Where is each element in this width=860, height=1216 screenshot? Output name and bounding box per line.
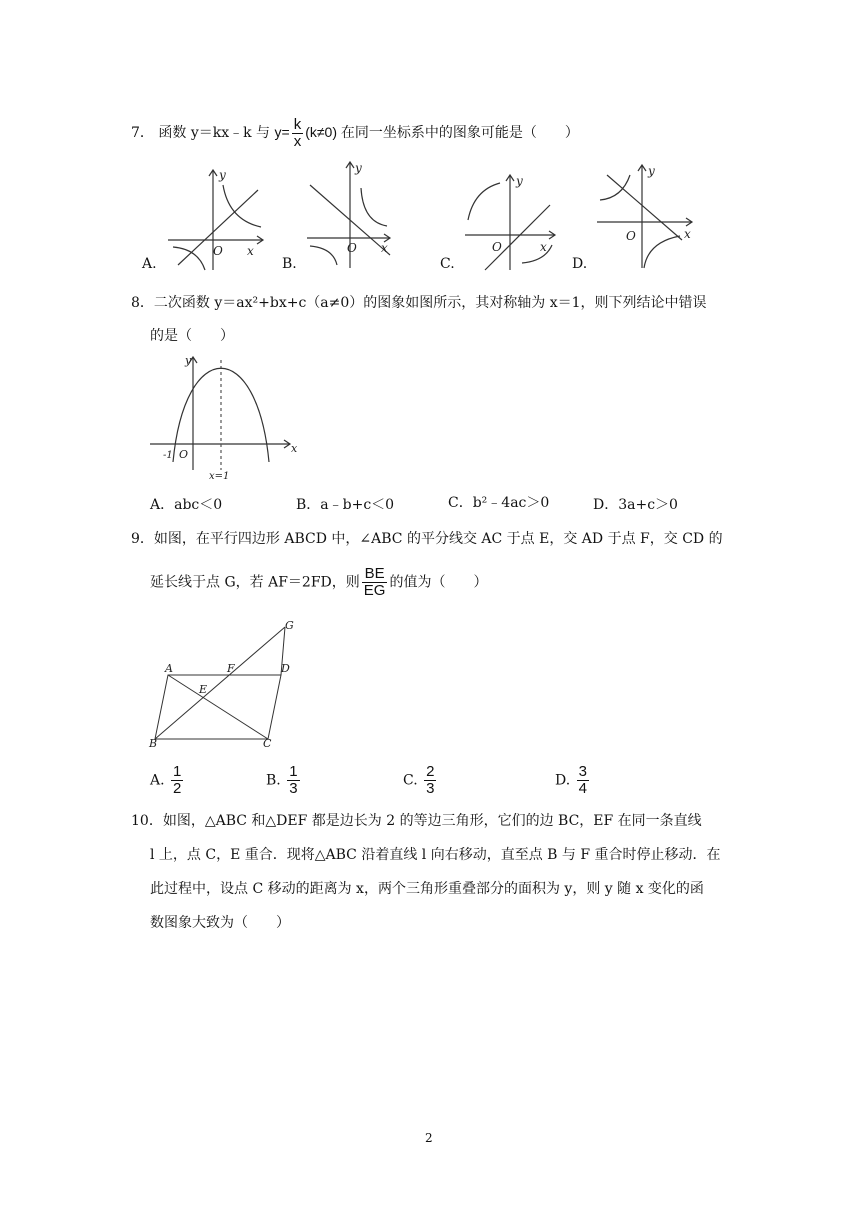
q10-stem-line2: l 上，点 C，E 重合．现将△ABC 沿着直线 l 向右移动，直至点 B 与 F 重合时停止移动．在 [150,847,721,863]
q7-fraction: $\frac{k}{x}$ [293,116,302,150]
page-number: 2 [425,1131,433,1145]
q8-stem-line2: 的是（ ） [150,328,234,344]
q9-parallelogram-figure [145,615,305,750]
q7a-origin: O [213,244,223,258]
q8-axis-label: x=1 [209,471,230,482]
q7-graph-d [592,160,702,270]
q9-label-d: D [281,662,290,675]
q9-option-b[interactable]: B. $\frac{1}{3}$ [266,763,298,797]
q9-label-f: F [227,662,235,675]
q9-label-e: E [199,683,208,696]
q7b-x-label: x [381,241,388,255]
q7-graph-a [163,165,273,275]
q9-stem-line2: 延长线于点 G，若 AF＝2FD，则 $\frac{BE}{EG}$ 的值为（ ） [150,565,488,599]
q7-option-c[interactable]: C. [440,256,455,272]
q9-option-d[interactable]: D. $\frac{3}{4}$ [555,763,587,797]
q7-text-a: 7． [131,125,154,142]
q9-label-a: A [165,662,173,675]
q7-text-a2: 函数 y＝kx﹣k 与 [158,125,271,142]
q7-graph-b [305,160,415,270]
q8-stem-line1: 8．二次函数 y＝ax²+bx+c（a≠0）的图象如图所示，其对称轴为 x＝1，则下列结论中错误 [131,295,707,311]
q10-stem-line3: 此过程中，设点 C 移动的距离为 x，两个三角形重叠部分的面积为 y，则 y 随 x 变化的函 [150,881,704,897]
q7c-y-label: y [516,174,523,188]
q9-option-a[interactable]: A. $\frac{1}{2}$ [150,763,182,797]
q8-option-b[interactable]: B．a﹣b+c＜0 [296,497,395,513]
q8-origin: O [179,448,189,461]
q7a-x-label: x [247,244,254,258]
q7d-origin: O [626,229,636,243]
q7c-origin: O [492,240,502,254]
q7-option-b[interactable]: B. [282,256,297,272]
q9-option-c[interactable]: C. $\frac{2}{3}$ [403,763,435,797]
q8-x-label: x [291,442,298,455]
q9-label-c: C [263,737,272,750]
q7-equation: y= $\frac{k}{x}$ (k≠0) [274,116,337,150]
q7c-x-label: x [540,240,547,254]
q8-option-c[interactable]: C．b²﹣4ac＞0 [448,495,550,511]
q7d-x-label: x [684,227,691,241]
q9-fraction: $\frac{BE}{EG}$ [363,565,386,599]
q7-text-b: 在同一坐标系中的图象可能是（ ） [340,125,579,142]
q7-stem [131,117,579,150]
q8-neg-one: -1 [163,450,173,461]
q7d-y-label: y [648,164,655,178]
q10-stem-line1: 10．如图，△ABC 和△DEF 都是边长为 2 的等边三角形，它们的边 BC，EF 在同一条直线 [131,813,702,829]
q7-option-d[interactable]: D. [572,256,588,272]
q8-parabola-figure [145,352,305,482]
q9-label-b: B [149,737,158,750]
q10-stem-line4: 数图象大致为（ ） [150,915,290,931]
q7b-origin: O [347,241,357,255]
q8-y-label: y [185,354,192,367]
q9-stem-line1: 9．如图，在平行四边形 ABCD 中，∠ABC 的平分线交 AC 于点 E，交 AD 于点 F，交 CD 的 [131,531,723,547]
q7-graph-c [460,165,570,275]
q7-option-a[interactable]: A. [142,256,157,272]
q7b-y-label: y [355,161,362,175]
q8-option-d[interactable]: D．3a+c＞0 [593,497,678,513]
q7a-y-label: y [219,168,226,182]
q8-option-a[interactable]: A．abc＜0 [150,497,223,513]
q9-label-g: G [285,619,294,632]
